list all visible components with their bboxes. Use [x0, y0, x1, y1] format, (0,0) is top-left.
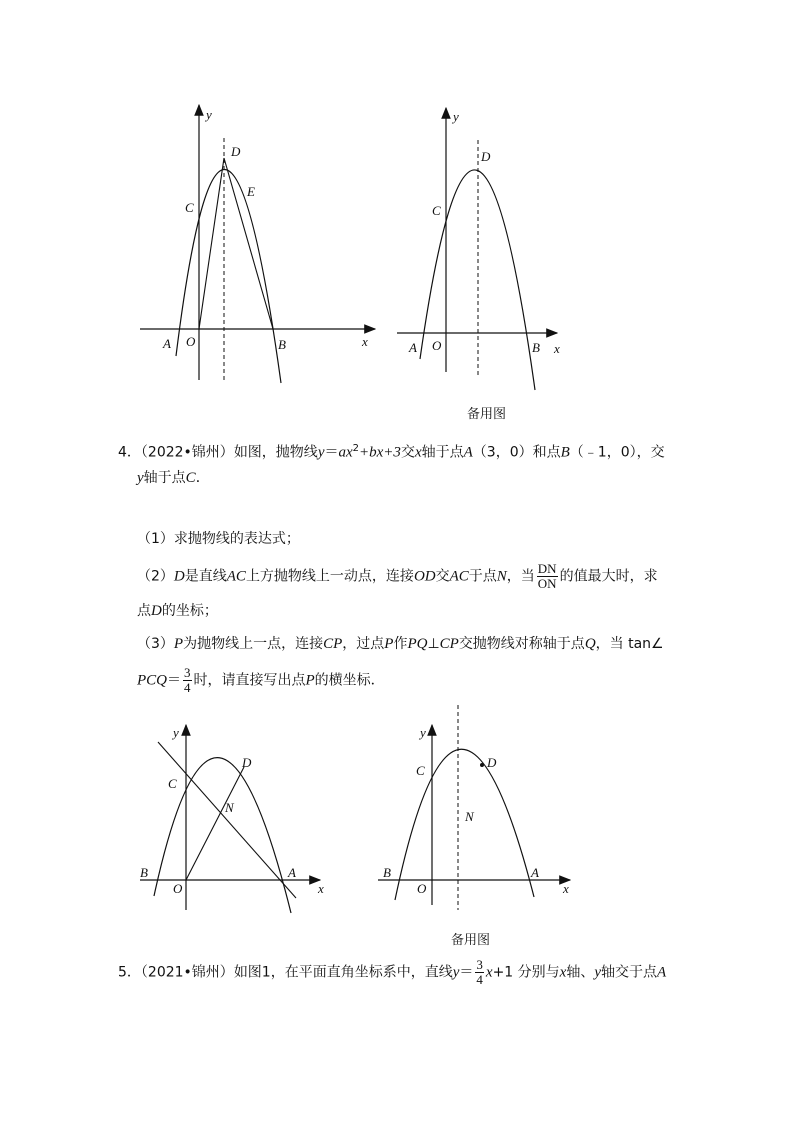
q4-line-1: 4．（2022•锦州）如图，抛物线$y=ax^2+bx+3$交x轴于点A（3，0）和点B（﹣1，0），交 — [118, 443, 665, 461]
label-a: A — [409, 340, 417, 355]
label-b: B — [278, 337, 286, 352]
figure-4-caption: 备用图 — [451, 933, 491, 948]
fraction-3-4: $\frac{3}{4}$ — [476, 957, 483, 987]
label-o: O — [186, 334, 196, 349]
q4-part-2-cont: 点D的坐标； — [137, 603, 218, 619]
figure-3 — [130, 718, 340, 918]
label-o: O — [417, 881, 427, 896]
label-d: D — [487, 755, 497, 770]
label-y: y — [206, 107, 212, 122]
label-o: O — [432, 338, 442, 353]
label-x: x — [318, 881, 324, 896]
q4-part-3-cont: PCQ＝ $\frac{3}{4}$ 时，请直接写出点P的横坐标． — [137, 665, 385, 695]
q4-line-2: y轴于点C． — [137, 470, 210, 486]
label-c: C — [416, 763, 425, 778]
label-c: C — [185, 200, 194, 215]
label-b: B — [532, 340, 540, 355]
point-d — [480, 763, 484, 767]
label-d: D — [481, 149, 491, 164]
label-c: C — [432, 203, 441, 218]
fraction-3-4: $\frac{3}{4}$ — [184, 665, 191, 695]
q4-part-2: （2）D是直线AC上方抛物线上一动点，连接OD交AC于点N，当 $\frac{DN}{ON}$ 的值最大时，求 — [137, 561, 658, 591]
figure-2-caption: 备用图 — [467, 407, 507, 422]
label-a: A — [531, 865, 539, 880]
label-b: B — [383, 865, 391, 880]
label-c: C — [168, 776, 177, 791]
label-d: D — [231, 144, 241, 159]
label-o: O — [173, 881, 183, 896]
fraction-dn-on: $\frac{DN}{ON}$ — [537, 561, 557, 591]
label-y: y — [420, 725, 426, 740]
label-x: x — [362, 334, 368, 349]
label-d: D — [242, 755, 252, 770]
figure-2 — [390, 100, 580, 395]
label-n: N — [465, 809, 474, 824]
label-y: y — [453, 109, 459, 124]
line-ca — [158, 742, 296, 898]
q4-part-3: （3）P为抛物线上一点，连接CP，过点P作PQ⊥CP交抛物线对称轴于点Q，当 tan∠ — [137, 636, 664, 652]
figure-1 — [130, 100, 390, 400]
label-x: x — [563, 881, 569, 896]
label-a: A — [163, 336, 171, 351]
q5-line-1: 5．（2021•锦州）如图1，在平面直角坐标系中，直线y＝ $\frac{3}{4}$ x+1 分别与x轴、y轴交于点A — [118, 957, 667, 987]
segment-od — [199, 158, 224, 329]
label-y: y — [173, 725, 179, 740]
label-n: N — [225, 800, 234, 815]
label-b: B — [140, 865, 148, 880]
label-e: E — [247, 184, 255, 199]
figure-4 — [375, 700, 585, 915]
label-a: A — [288, 865, 296, 880]
label-x: x — [554, 341, 560, 356]
q4-part-1: （1）求抛物线的表达式； — [137, 531, 300, 547]
